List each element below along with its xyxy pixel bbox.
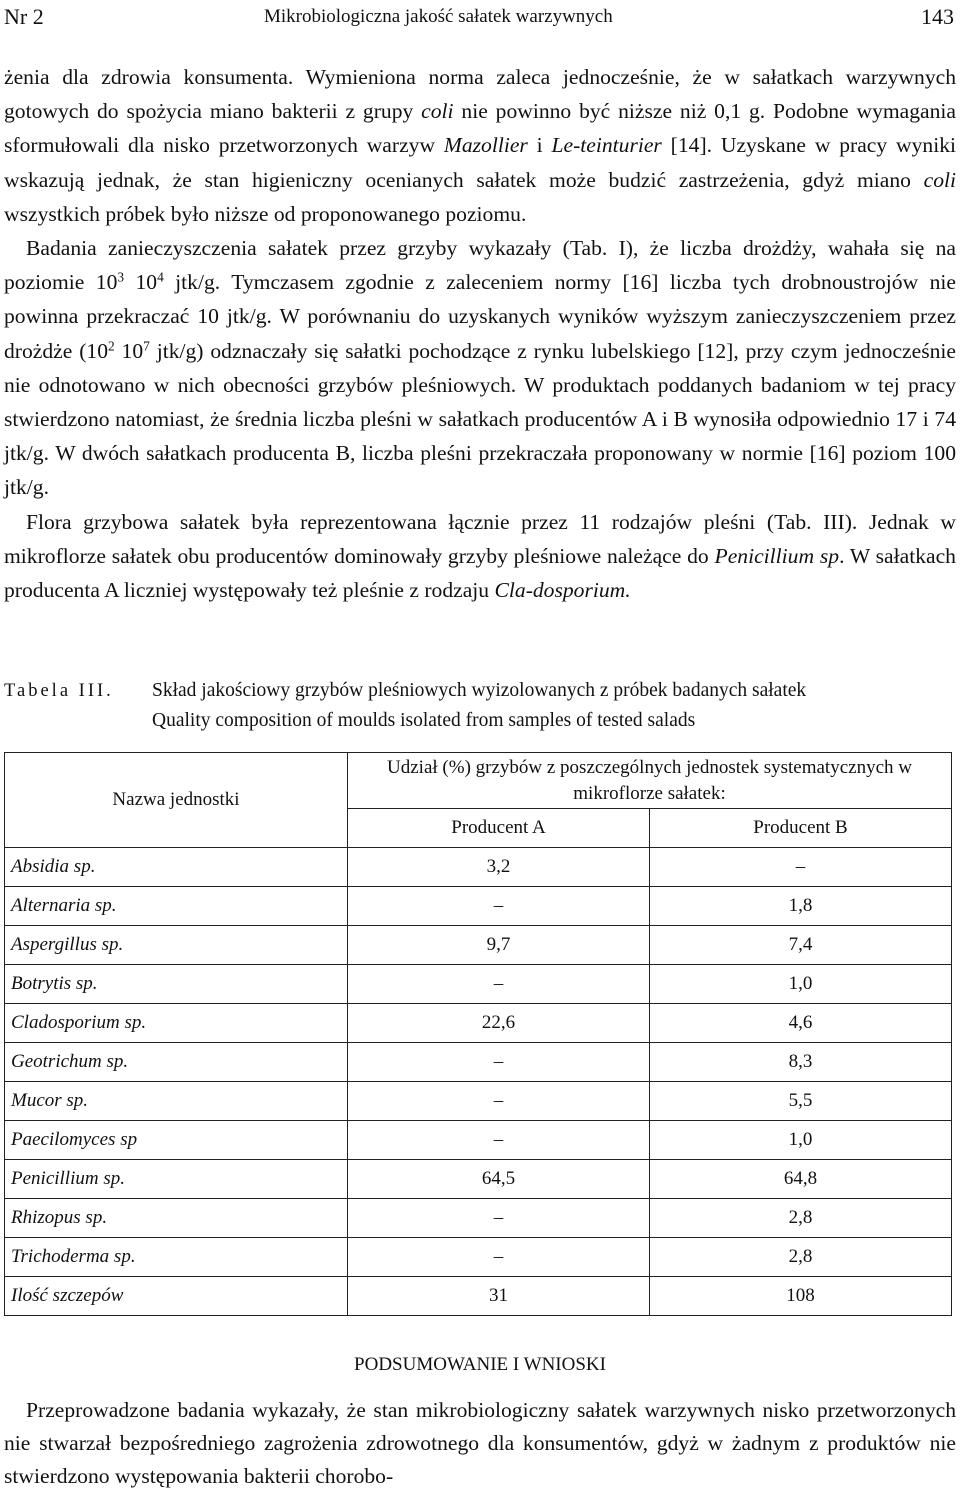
text-run: i — [527, 133, 552, 158]
table-caption-pl: Skład jakościowy grzybów pleśniowych wyizolowanych z próbek badanych sałatek — [152, 680, 807, 701]
genus-name: Trichoderma sp. — [5, 1238, 348, 1277]
table-row — [5, 1160, 952, 1199]
value-producer-a: 9,7 — [348, 926, 650, 965]
table-row — [5, 848, 952, 887]
genus-name: Botrytis sp. — [5, 965, 348, 1004]
value-producer-b: 2,8 — [650, 1238, 952, 1277]
table-row — [5, 1082, 952, 1121]
value-producer-a: 3,2 — [348, 848, 650, 887]
column-header-name: Nazwa jednostki — [5, 753, 348, 848]
table-row — [5, 1238, 952, 1277]
table-row — [5, 1199, 952, 1238]
table-caption — [4, 676, 806, 735]
genus-name: Mucor sp. — [5, 1082, 348, 1121]
superscript: 4 — [157, 269, 164, 285]
value-producer-a: – — [348, 887, 650, 926]
value-producer-a: 64,5 — [348, 1160, 650, 1199]
italic-term: Cla-dosporium. — [494, 578, 631, 603]
genus-name: Aspergillus sp. — [5, 926, 348, 965]
total-producer-b: 108 — [650, 1277, 952, 1316]
superscript: 3 — [117, 269, 125, 285]
genus-name: Geotrichum sp. — [5, 1043, 348, 1082]
paragraph — [4, 60, 956, 231]
value-producer-b: 1,0 — [650, 965, 952, 1004]
value-producer-a: – — [348, 1199, 650, 1238]
table-row — [5, 926, 952, 965]
table-total-row — [5, 1277, 952, 1316]
text-run: [14]. Uzyskane w pracy wyniki wskazują jednak, że stan higieniczny ocenianych sałatek może budzić zastrzeżenia, gdyż miano — [4, 133, 956, 192]
text-run: Badania zanieczyszczenia sałatek przez grzyby wykazały (Tab. I), że liczba drożdży, wahała się na poziomie 10 — [4, 236, 956, 295]
genus-name: Rhizopus sp. — [5, 1199, 348, 1238]
table-row — [5, 965, 952, 1004]
genus-name: Absidia sp. — [5, 848, 348, 887]
value-producer-b: 7,4 — [650, 926, 952, 965]
column-header-producer-a: Producent A — [348, 809, 650, 848]
value-producer-a: – — [348, 965, 650, 1004]
text-run: . W sałatkach producenta A liczniej występowały też pleśnie z rodzaju — [4, 543, 956, 603]
table-row — [5, 1121, 952, 1160]
table-caption-en: Quality composition of moulds isolated from samples of tested salads — [152, 710, 696, 731]
mould-composition-table — [4, 752, 952, 1316]
running-title: Mikrobiologiczna jakość sałatek warzywnych — [264, 6, 613, 27]
italic-term: Mazollier — [443, 133, 528, 158]
italic-term: coli — [923, 167, 956, 192]
italic-term: coli — [421, 99, 454, 124]
superscript: 2 — [108, 338, 115, 354]
value-producer-b: 5,5 — [650, 1082, 952, 1121]
value-producer-b: 4,6 — [650, 1004, 952, 1043]
text-run: 10 — [124, 270, 158, 295]
page-number: 143 — [921, 4, 954, 29]
value-producer-b: 8,3 — [650, 1043, 952, 1082]
total-label: Ilość szczepów — [5, 1277, 348, 1316]
value-producer-a: – — [348, 1043, 650, 1082]
column-header-producer-b: Producent B — [650, 809, 952, 848]
text-run: nie powinno być niższe niż 0,1 g. Podobne wymagania sformułowali dla nisko przetworzonych warzyw — [4, 99, 957, 158]
body-text — [4, 60, 956, 607]
text-run: żenia dla zdrowia konsumenta. Wymieniona norma zaleca jednocześnie, że w sałatkach warzywnych gotowych do spożycia miano bakterii z grupy — [4, 65, 956, 124]
column-header-group: Udział (%) grzybów z poszczególnych jednostek systematycznych w mikroflorze sałatek: — [348, 753, 952, 809]
value-producer-b: 1,8 — [650, 887, 952, 926]
italic-term: Penicillium sp — [714, 543, 840, 568]
table-label: Tabela III. — [4, 681, 114, 701]
value-producer-a: – — [348, 1082, 650, 1121]
text-run: 10 — [114, 338, 144, 363]
italic-term: Le-teinturier — [551, 133, 662, 158]
value-producer-b: 64,8 — [650, 1160, 952, 1199]
text-run: jtk/g. Tymczasem zgodnie z zaleceniem normy [16] liczba tych drobnoustrojów nie powinna przekraczać 10 jtk/g. W porównaniu do uzyskanych wyników wyższym zanieczyszczeniem przez drożdże (10 — [4, 270, 956, 363]
section-title: PODSUMOWANIE I WNIOSKI — [354, 1354, 606, 1375]
table-row — [5, 1043, 952, 1082]
conclusion-text — [4, 1394, 956, 1493]
genus-name: Paecilomyces sp — [5, 1121, 348, 1160]
paragraph — [4, 505, 956, 608]
genus-name: Alternaria sp. — [5, 887, 348, 926]
table-row — [5, 887, 952, 926]
text-run: Flora grzybowa sałatek była reprezentowana łącznie przez 11 rodzajów pleśni (Tab. III). Jednak w mikroflorze sałatek obu producentów dominowały grzyby pleśniowe należące do — [4, 509, 956, 568]
table-row — [5, 1004, 952, 1043]
value-producer-b: – — [650, 848, 952, 887]
paragraph — [4, 231, 956, 505]
value-producer-b: 2,8 — [650, 1199, 952, 1238]
genus-name: Penicillium sp. — [5, 1160, 348, 1199]
text-run: wszystkich próbek było niższe od proponowanego poziomu. — [4, 201, 527, 226]
value-producer-b: 1,0 — [650, 1121, 952, 1160]
value-producer-a: 22,6 — [348, 1004, 650, 1043]
genus-name: Cladosporium sp. — [5, 1004, 348, 1043]
superscript: 7 — [143, 338, 150, 354]
value-producer-a: – — [348, 1121, 650, 1160]
value-producer-a: – — [348, 1238, 650, 1277]
journal-issue: Nr 2 — [4, 4, 44, 29]
text-run: jtk/g) odznaczały się sałatki pochodzące z rynku lubelskiego [12], przy czym jednocześnie nie odnotowano w nich obecności grzybów pleśniowych. W produktach poddanych badaniom w tej pracy stwierdzono natomiast, że średnia liczba pleśni w sałatkach producentów A i B wynosiła odpowiednio 17 i 74 jtk/g. W dwóch sałatkach producenta B, liczba pleśni przekraczała proponowany w normie [16] poziom 100 jtk/g. — [4, 338, 956, 500]
total-producer-a: 31 — [348, 1277, 650, 1316]
conclusion-paragraph: Przeprowadzone badania wykazały, że stan mikrobiologiczny sałatek warzywnych nisko przetworzonych nie stwarzał bezpośredniego zagrożenia zdrowotnego dla konsumentów, gdyż w żadnym z produktów nie stwierdzono występowania bakterii chorobo- — [4, 1398, 956, 1488]
